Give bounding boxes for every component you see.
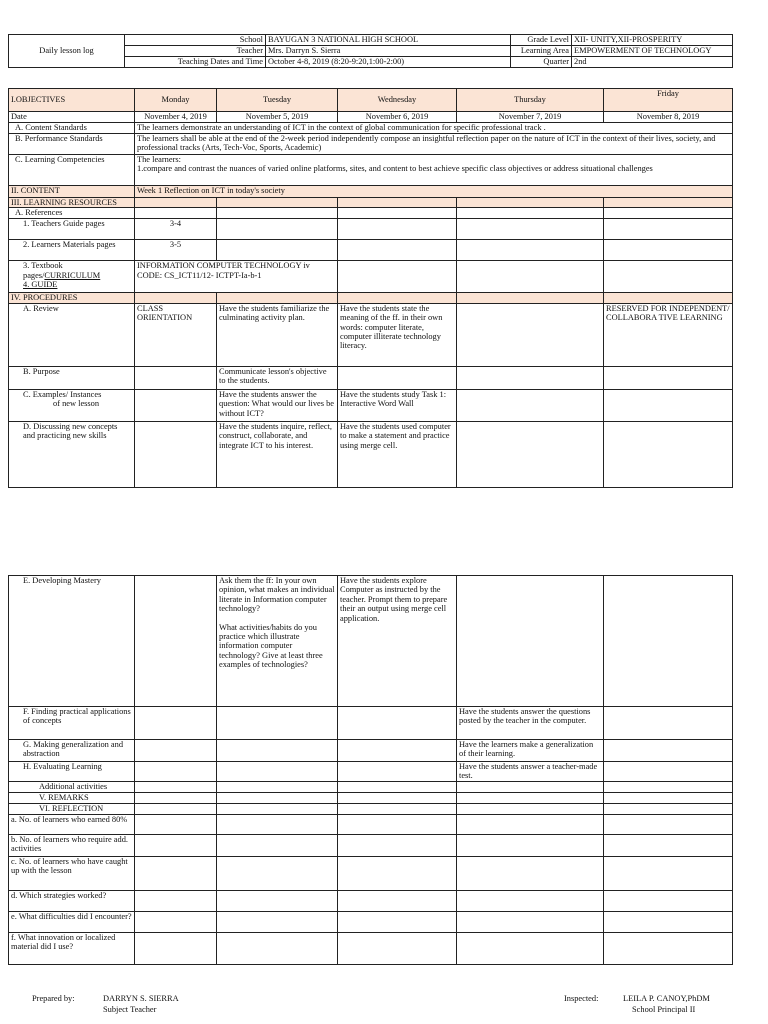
textbook-value: INFORMATION COMPUTER TECHNOLOGY iv CODE: CS_ICT11/12- ICTPT-Ia-b-1 (135, 261, 338, 293)
reflection-label: VI. REFLECTION (9, 804, 135, 815)
day-thursday: Thursday (457, 89, 604, 112)
discussing-label-b: and practicing new skills (23, 431, 107, 441)
review-friday: RESERVED FOR INDEPENDENT/ COLLABORA TIVE LEARNING (604, 303, 733, 366)
content-value: Week 1 Reflection on ICT in today's society (135, 186, 733, 198)
prepared-name: DARRYN S. SIERRA (103, 994, 179, 1003)
finding-thursday: Have the students answer the questions posted by the teacher in the computer. (457, 707, 604, 740)
procedures-label: IV. PROCEDURES (9, 293, 135, 303)
evaluating-thursday: Have the students answer a teacher-made test. (457, 762, 604, 782)
reflection-item-e: e. What difficulties did I encounter? (9, 912, 135, 933)
log-title: Daily lesson log (9, 35, 125, 68)
grade-value: XII- UNITY,XII-PROSPERITY (572, 35, 733, 46)
teachers-guide-label: 1. Teachers Guide pages (9, 219, 135, 240)
discussing-tuesday: Have the students inquire, reflect, construct, collaborate, and integrate ICT to his interest. (217, 421, 338, 487)
date-monday: November 4, 2019 (135, 112, 217, 123)
prepared-label: Prepared by: (32, 994, 75, 1003)
discussing-wednesday: Have the students used computer to make a statement and practice using merge cell. (338, 421, 457, 487)
generalization-thursday: Have the learners make a generalization of their learning. (457, 740, 604, 762)
evaluating-label: H. Evaluating Learning (9, 762, 135, 782)
inspected-title: School Principal II (632, 1005, 696, 1014)
examples-label-a: C. Examples/ Instances (23, 389, 102, 399)
reflection-item-c: c. No. of learners who have caught up with the lesson (9, 857, 135, 891)
date-label: Date (9, 112, 135, 123)
review-wednesday: Have the students state the meaning of the ff. in their own words: computer literate, computer illiterate technology literacy. (338, 303, 457, 366)
examples-tuesday: Have the students answer the question: What would our lives be without ICT? (217, 389, 338, 421)
school-label: School (125, 35, 266, 46)
content-label: II. CONTENT (9, 186, 135, 198)
review-tuesday: Have the students familiarize the culminating activity plan. (217, 303, 338, 366)
lesson-table-part2 (8, 575, 733, 965)
day-friday: Friday (604, 89, 733, 112)
date-thursday: November 7, 2019 (457, 112, 604, 123)
purpose-label: B. Purpose (9, 366, 135, 389)
school-value: BAYUGAN 3 NATIONAL HIGH SCHOOL (266, 35, 511, 46)
textbook-label-a: 3. Textbook pages/ (23, 261, 63, 280)
discussing-label (9, 421, 135, 487)
mastery-tuesday-1: Ask them the ff: In your own opinion, what makes an individual literate in Information computer technology? (219, 576, 335, 614)
examples-label (9, 389, 135, 421)
mastery-label: E. Developing Mastery (9, 576, 135, 707)
inspected-name: LEILA P. CANOY,PhDM (623, 994, 710, 1003)
references-label: A. References (9, 208, 135, 219)
teacher-value: Mrs. Darryn S. Sierra (266, 46, 511, 57)
performance-standards-value: The learners shall be able at the end of the 2-week period independently compose an insightful reflection paper on the nature of ICT in the context of their lives, society, and professional tracks (Arts, Tech-Voc, Sports, Academic) (135, 134, 733, 155)
quarter-value: 2nd (572, 57, 733, 68)
teacher-label: Teacher (125, 46, 266, 57)
competencies-label: C. Learning Competencies (9, 155, 135, 186)
review-label: A. Review (9, 303, 135, 366)
resources-label: III. LEARNING RESOURCES (9, 198, 135, 208)
lesson-table-part1 (8, 88, 733, 488)
mastery-tuesday-2: What activities/habits do you practice which illustrate information computer technology? Give at least three examples of technologies? (219, 622, 323, 670)
objectives-label: I.OBJECTIVES (9, 89, 135, 112)
examples-wednesday: Have the students study Task 1: Interactive Word Wall (338, 389, 457, 421)
finding-label: F. Finding practical applications of concepts (9, 707, 135, 740)
signature-block (0, 994, 768, 1024)
competencies-line2: 1.compare and contrast the nuances of varied online platforms, sites, and content to best achieve specific class objectives or address situational challenges (137, 164, 653, 174)
generalization-label: G. Making generalization and abstraction (9, 740, 135, 762)
mastery-tuesday (217, 576, 338, 707)
reflection-item-f: f. What innovation or localized material did I use? (9, 933, 135, 965)
review-monday: CLASS ORIENTATION (135, 303, 217, 366)
learners-materials-label: 2. Learners Materials pages (9, 240, 135, 261)
additional-label: Additional activities (9, 782, 135, 793)
quarter-label: Quarter (511, 57, 572, 68)
date-tuesday: November 5, 2019 (217, 112, 338, 123)
dates-value: October 4-8, 2019 (8:20-9:20,1:00-2:00) (266, 57, 511, 68)
competencies-value (135, 155, 733, 186)
area-value: EMPOWERMENT OF TECHNOLOGY (572, 46, 733, 57)
textbook-label (9, 261, 135, 293)
date-friday: November 8, 2019 (604, 112, 733, 123)
learners-materials-value: 3-5 (135, 240, 217, 261)
dates-label: Teaching Dates and Time (125, 57, 266, 68)
inspected-label: Inspected: (564, 994, 599, 1003)
mastery-wednesday: Have the students explore Computer as instructed by the teacher. Prompt them to prepare their an output using merge cell application. (338, 576, 457, 707)
header-table (8, 34, 733, 68)
discussing-label-a: D. Discussing new concepts (23, 421, 118, 431)
day-tuesday: Tuesday (217, 89, 338, 112)
reflection-item-a: a. No. of learners who earned 80% (9, 815, 135, 835)
remarks-label: V. REMARKS (9, 793, 135, 804)
date-wednesday: November 6, 2019 (338, 112, 457, 123)
content-standards-value: The learners demonstrate an understanding of ICT in the context of global communication for specific professional track . (135, 123, 733, 134)
day-wednesday: Wednesday (338, 89, 457, 112)
competencies-line1: The learners: (137, 155, 181, 164)
textbook-label-c: 4. GUIDE (23, 280, 58, 290)
performance-standards-label: B. Performance Standards (9, 134, 135, 155)
area-label: Learning Area (511, 46, 572, 57)
reflection-item-d: d. Which strategies worked? (9, 891, 135, 912)
day-monday: Monday (135, 89, 217, 112)
content-standards-label: A. Content Standards (9, 123, 135, 134)
prepared-title: Subject Teacher (103, 1005, 157, 1014)
purpose-tuesday: Communicate lesson's objective to the students. (217, 366, 338, 389)
examples-label-b: of new lesson (53, 399, 100, 409)
reflection-item-b: b. No. of learners who require add. activities (9, 835, 135, 857)
grade-label: Grade Level (511, 35, 572, 46)
textbook-label-b: CURRICULUM (44, 270, 101, 280)
teachers-guide-value: 3-4 (135, 219, 217, 240)
